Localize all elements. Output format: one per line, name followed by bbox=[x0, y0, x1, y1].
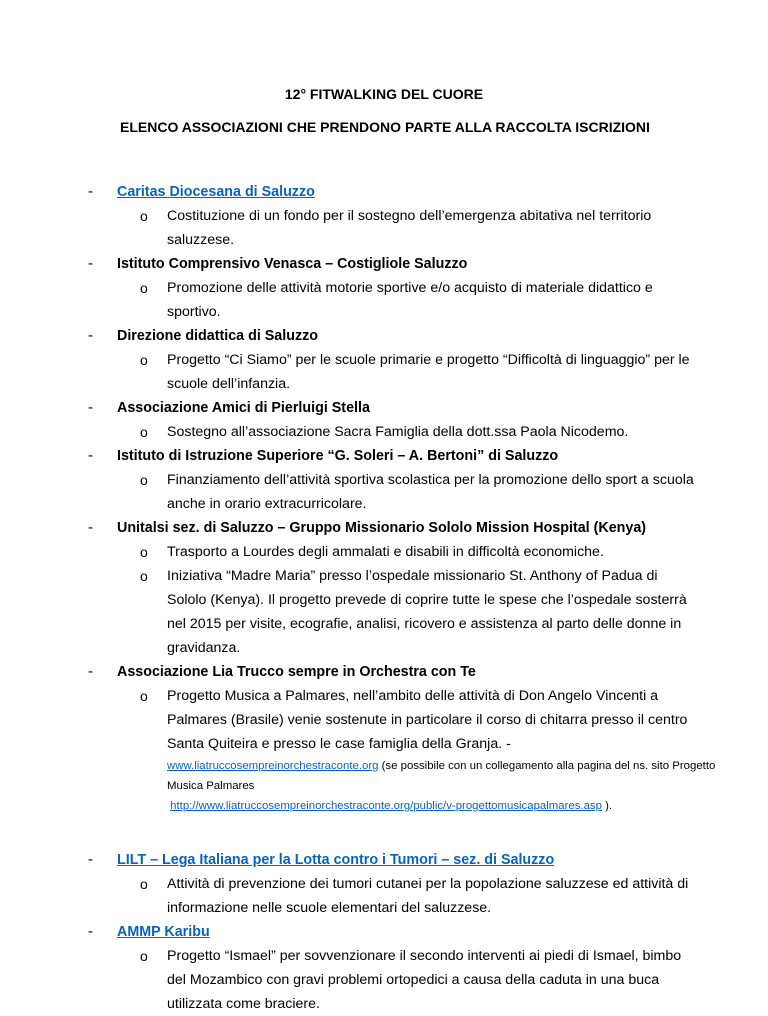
list-dash: - bbox=[88, 519, 93, 536]
sub-item-text: Sostegno all’associazione Sacra Famiglia della dott.ssa Paola Nicodemo. bbox=[167, 424, 629, 440]
list-dash: - bbox=[88, 255, 93, 272]
list-dash: - bbox=[88, 327, 93, 344]
list-dash: - bbox=[88, 447, 93, 464]
list-item bbox=[0, 848, 768, 920]
association-name: Istituto Comprensivo Venasca – Costigliole Saluzzo bbox=[117, 256, 468, 272]
association-link[interactable]: Caritas Diocesana di Saluzzo bbox=[117, 184, 315, 200]
website-note-end: ). bbox=[601, 800, 613, 812]
website-note bbox=[167, 756, 727, 816]
association-name: Associazione Lia Trucco sempre in Orchestra con Te bbox=[117, 664, 476, 680]
spacer bbox=[0, 816, 768, 848]
sub-item bbox=[140, 348, 700, 396]
list-item bbox=[0, 516, 768, 660]
bullet-icon: o bbox=[140, 876, 148, 892]
list-item bbox=[0, 920, 768, 1016]
list-item bbox=[0, 396, 768, 444]
sub-item-text: Progetto “Ismael” per sovvenzionare il secondo interventi ai piedi di Ismael, bimbo del Mozambico con gravi problemi ortopedici a causa della caduta in una buca utilizzata come braciere. bbox=[167, 948, 682, 1012]
sub-item-text: Progetto Musica a Palmares, nell’ambito delle attività di Don Angelo Vincenti a Palmares (Brasile) venie sostenute in particolare il corso di chitarra presso il centro Santa Quiteira e presso le case famiglia della Granja. - bbox=[167, 688, 688, 752]
bullet-icon: o bbox=[140, 280, 148, 296]
sub-item-text: Finanziamento dell’attività sportiva scolastica per la promozione dello sport a scuola anche in orario extracurricolare. bbox=[167, 472, 694, 512]
list-dash: - bbox=[88, 923, 93, 940]
list-item bbox=[0, 660, 768, 816]
list-item bbox=[0, 252, 768, 324]
sub-item bbox=[140, 872, 700, 920]
website-note-text: (se possibile con un collegamento alla pagina del ns. sito Progetto Musica Palmares bbox=[167, 760, 716, 792]
project-page-link[interactable]: http://www.liatruccosempreinorchestraconte.org/public/v-progettomusicapalmares.asp bbox=[170, 800, 602, 812]
bullet-icon: o bbox=[140, 544, 148, 560]
sub-item bbox=[140, 564, 700, 660]
association-link[interactable]: LILT – Lega Italiana per la Lotta contro i Tumori – sez. di Saluzzo bbox=[117, 852, 555, 868]
bullet-icon: o bbox=[140, 568, 148, 584]
association-list bbox=[0, 180, 768, 1016]
list-item bbox=[0, 180, 768, 252]
list-dash: - bbox=[88, 851, 93, 868]
sub-item bbox=[140, 276, 700, 324]
sub-item-text: Costituzione di un fondo per il sostegno dell’emergenza abitativa nel territorio saluzzese. bbox=[167, 208, 652, 248]
sub-item bbox=[140, 204, 700, 252]
document-subtitle: ELENCO ASSOCIAZIONI CHE PRENDONO PARTE ALLA RACCOLTA ISCRIZIONI bbox=[120, 119, 650, 135]
document-title: 12° FITWALKING DEL CUORE bbox=[284, 86, 484, 102]
website-link[interactable]: www.liatruccosempreinorchestraconte.org bbox=[167, 760, 379, 772]
association-name: Associazione Amici di Pierluigi Stella bbox=[117, 400, 370, 416]
bullet-icon: o bbox=[140, 948, 148, 964]
sub-item-text: Attività di prevenzione dei tumori cutanei per la popolazione saluzzese ed attività di informazione nelle scuole elementari del saluzzese. bbox=[167, 876, 689, 916]
sub-item bbox=[140, 540, 700, 564]
sub-item bbox=[140, 944, 700, 1016]
list-item bbox=[0, 444, 768, 516]
bullet-icon: o bbox=[140, 424, 148, 440]
association-name: Istituto di Istruzione Superiore “G. Soleri – A. Bertoni” di Saluzzo bbox=[117, 448, 559, 464]
list-item bbox=[0, 324, 768, 396]
association-link[interactable]: AMMP Karibu bbox=[117, 924, 210, 940]
association-name: Direzione didattica di Saluzzo bbox=[117, 328, 318, 344]
bullet-icon: o bbox=[140, 472, 148, 488]
list-dash: - bbox=[88, 399, 93, 416]
sub-item bbox=[140, 468, 700, 516]
bullet-icon: o bbox=[140, 208, 148, 224]
sub-item bbox=[140, 420, 700, 444]
sub-item-text: Promozione delle attività motorie sportive e/o acquisto di materiale didattico e sportivo. bbox=[167, 280, 653, 320]
sub-item-text: Trasporto a Lourdes degli ammalati e disabili in difficoltà economiche. bbox=[167, 544, 604, 560]
sub-item bbox=[140, 684, 700, 756]
bullet-icon: o bbox=[140, 688, 148, 704]
sub-item-text: Progetto “Ci Siamo” per le scuole primarie e progetto “Difficoltà di linguaggio” per le scuole dell’infanzia. bbox=[167, 352, 690, 392]
list-dash: - bbox=[88, 183, 93, 200]
association-name: Unitalsi sez. di Saluzzo – Gruppo Missionario Sololo Mission Hospital (Kenya) bbox=[117, 520, 647, 536]
sub-item-text: Iniziativa “Madre Maria” presso l’ospedale missionario St. Anthony of Padua di Sololo (Kenya). Il progetto prevede di coprire tutte le spese che l’ospedale sosterrà nel 2015 per visite, ecografie, analisi, ricovero e assistenza al parto delle donne in gravidanza. bbox=[167, 568, 687, 656]
bullet-icon: o bbox=[140, 352, 148, 368]
list-dash: - bbox=[88, 663, 93, 680]
